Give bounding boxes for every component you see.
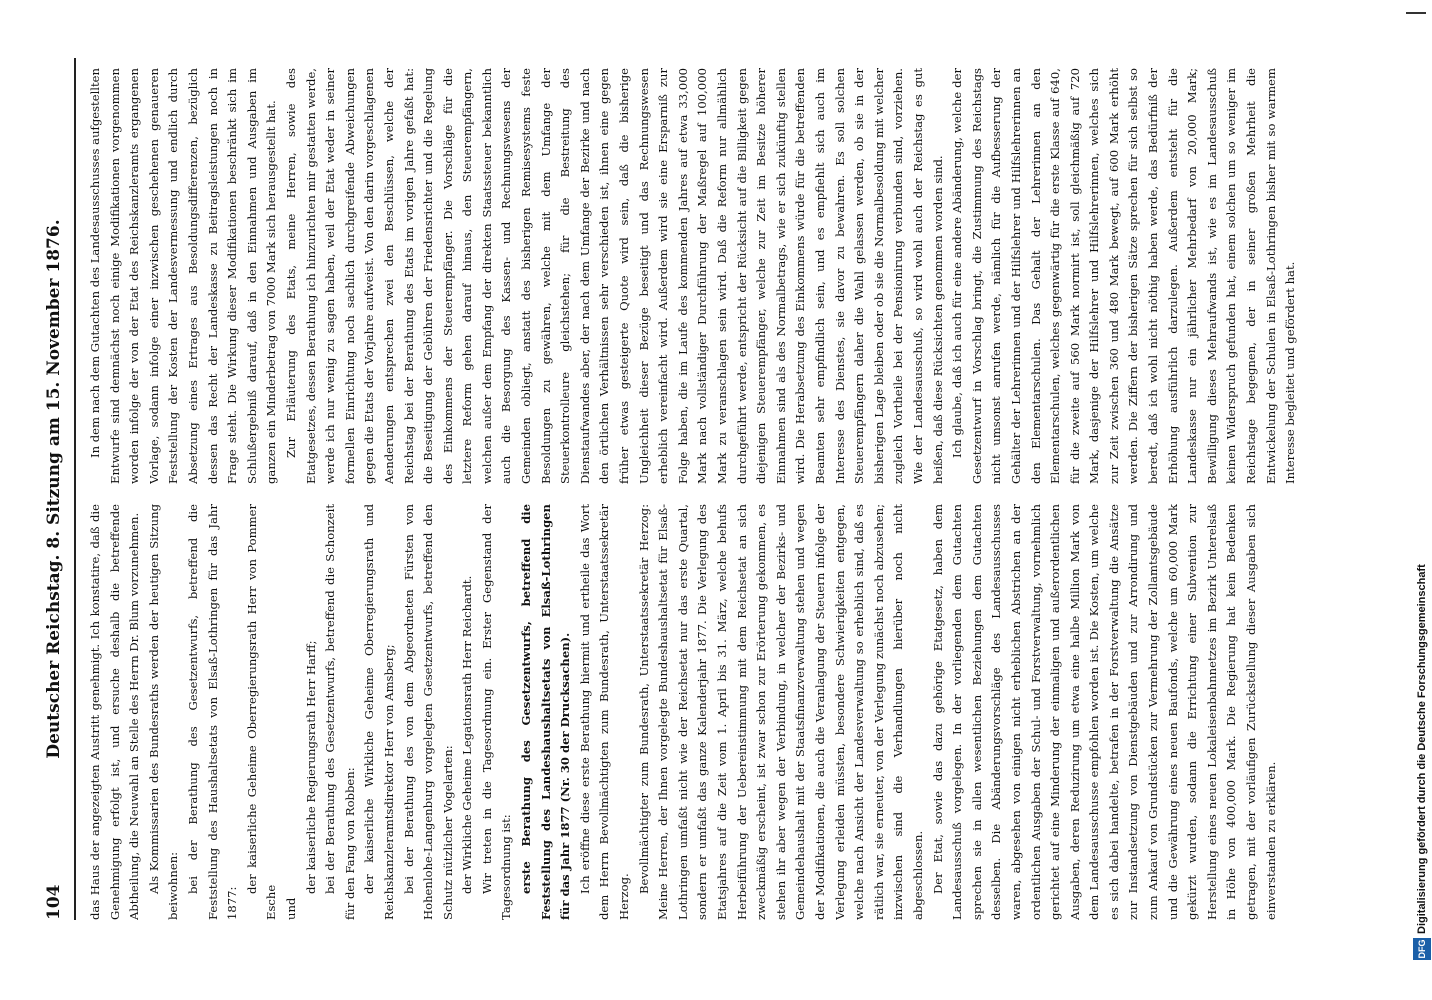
paragraph: Zur Erläuterung des Etats, meine Herren, sowie des Etatgesetzes, dessen Berathung ich hinzurichten mir gestatten werde, werde ich nur wenig zu sagen haben, weil der Etat weder in seiner formellen Einrichtung noch sachlich durchgreifende Abweichungen gegen die Etats der Vorjahre aufweist. Von den darin vorgeschlagenen Aenderungen entsprechen zwei den Beschlüssen, welche der Reichstag bei der Berathung des Etats im vorigen Jahre gefaßt hat: die Beseitigung der Gebühren der Friedensrichter und die Regelung des Einkommens der Steuerempfänger. Die Vorschläge für die letztere Reform gehen darauf hinaus, den Steuerempfängern, welchen außer dem Empfang der direkten Staatssteuer bekanntlich auch die Besorgung des Kassen- und Rechnungswesens der Gemeinden obliegt, anstatt des bisherigen Remisesystems feste Besoldungen zu gewähren, welche mit dem Umfange der Steuerkontrolleure gleichstehen; für die Bestreitung des Dienstaufwandes aber, der nach dem Umfange der Bezirke und nach den örtlichen Verhältnissen sehr verschieden ist, ihnen eine gegen früher etwas gesteigerte Quote wird sein, daß die bisherige Ungleichheit dieser Bezüge beseitigt und das Rechnungswesen erheblich vereinfacht wird. Außerdem wird sie eine Ersparniß zur Folge haben, die im Laufe des kommenden Jahres auf etwa 33,000 Mark nach vollständiger Durchführung der Maßregel auf 100,000 Mark zu veranschlagen sein wird. Daß die Reform nur allmählich durchgeführt werde, entspricht der Rücksicht auf die Billigkeit gegen diejenigen Steuerempfänger, welche zur Zeit im Besitze höherer Einnahmen sind als des Normalbetrags, wie er sich zukünftig stellen wird. Die Herabsetzung des Einkommens würde für die betreffenden Beamten sehr empfindlich sein, und es empfiehlt sich auch im Interesse des Dienstes, sie davor zu bewahren. Es soll solchen Steuerempfängern daher die Wahl gelassen werden, ob sie in der bisherigen Lage bleiben oder ob sie die Normalbesoldung mit welcher zugleich Vortheile bei der Pensionirung verbunden sind, vorziehen. Wie der Landesausschuß, so wird wohl auch der Reichstag es gut heißen, daß diese Rücksichten genommen worden sind. <box>283 68 945 484</box>
paragraph: der kaiserliche Wirkliche Geheime Oberregierungsrath und Reichskanzleramtsdirektor Herr von Amsberg; <box>362 504 396 920</box>
paragraph: Ich eröffne diese erste Berathung hiermit und ertheile das Wort dem Herrn Bevollmächtigten zum Bundesrath, Unterstaatssekretär Herzog. <box>577 504 632 920</box>
paragraph: Bevollmächtigter zum Bundesrath, Unterstaatssekretär Herzog: Meine Herren, der Ihnen vorgelegte Bundeshaushaltsetat für Elsaß-Lothringen umfaßt nicht wie der Reichsetat nur das erste Quartal, sondern er umfaßt das ganze Kalenderjahr 1877. Die Verlegung des Etatsjahres auf die Zeit vom 1. April bis 31. März, welche behufs Herbeiführung der Uebereinstimmung mit dem Reichsetat an sich zweckmäßig erscheint, ist zwar schon zur Erörterung gekommen, es stehen ihr aber wegen der Verbindung, in welcher der Bezirks- und Gemeindehaushalt mit der Staatsfinanzverwaltung stehen und wegen der Modifikationen, die auch die Veranlagung der Steuern infolge der Verlegung erleiden müssten, besondere Schwierigkeiten entgegen, welche nach Ansicht der Landesverwaltung so erheblich sind, daß es rätlich war, sie erneuter, von der Verlegung zunächst noch abzusehen; inzwischen sind die Verhandlungen hierüber noch nicht abgeschlossen. <box>636 504 925 920</box>
paragraph: Der Etat, sowie das dazu gehörige Etatgesetz, haben dem Landesausschuß vorgelegen. In der vorliegenden dem Gutachten sprechen sie in allen wesentlichen Beziehungen dem Gutachten desselben. Die Abänderungsvorschläge des Landesausschusses waren, abgesehen von einigen nicht erheblichen Abstrichen an der ordentlichen Ausgaben der Schul- und Forstverwaltung, vornehmlich gerichtet auf eine Minderung der einmaligen und außerordentlichen Ausgaben, deren Reduzirung um etwa eine halbe Million Mark von dem Landesausschusse empfohlen worden ist. Die Kosten, um welche es sich dabei handelte, betrafen in der Forstverwaltung die Ansätze zur Instandsetzung von Dienstgebäuden und zur Arrondirung und zum Ankauf von Grundstücken zur Vermehrung der Zollamtsgebäude und die Gewährung eines neuen Baufonds, welche um 60,000 Mark gekürzt wurden, sodann die Errichtung einer Subvention zur Herstellung eines neuen Lokaleisenbahnnetzes im Bezirk Unterelsaß in Höhe von 400,000 Mark. Die Regierung hat kein Bedenken getragen, mit der vorläufigen Zurückstellung dieser Ausgaben sich einverstanden zu erklären. <box>930 504 1278 920</box>
page-frame <box>18 18 1406 980</box>
scan-edge-mark <box>1406 0 1426 14</box>
paragraph: der kaiserliche Geheime Oberregierungsrath Herr von Pommer Esche <box>244 504 279 920</box>
page-number: 104 <box>44 884 64 920</box>
left-column <box>86 504 1376 920</box>
paragraph: das Haus der angezeigten Austritt genehmigt. Ich konstatire, daß die Genehmigung erfolgt ist, und ersuche deshalb die betreffende Abtheilung, die Neuwahl an Stelle des Herrn Dr. Blum vorzunehmen. <box>88 504 142 920</box>
header-rule <box>74 58 76 920</box>
paragraph: Wir treten in die Tagesordnung ein. Erster Gegenstand der Tagesordnung ist: <box>479 504 514 920</box>
paragraph: In dem nach dem Gutachten des Landesausschusses aufgestellten Entwurfe sind demnächst noch einige Modifikationen vorgenommen worden infolge der von der Etat des Reichskanzleramts ergangenen Vorlage, sodann infolge einer inzwischen geschehenen genaueren Feststellung der Kosten der Landesvermessung und endlich durch Absetzung eines Ertrages aus Besoldungsdifferenzen, bezüglich dessen das Recht der Landeskasse zu Beitragsleistungen noch in Frage steht. Die Wirkung dieser Modifikationen beschränkt sich im Schlußergebniß darauf, daß in den Einnahmen und Ausgaben im ganzen ein Minderbetrag von 7000 Mark sich herausgestellt hat. <box>88 68 279 484</box>
page-header <box>44 58 70 920</box>
digitization-sidebar <box>1410 2 1432 960</box>
paragraph: bei der Berathung des Gesetzentwurfs, betreffend die Schonzeit für den Fang von Robben: <box>323 504 357 920</box>
paragraph: erste Berathung des Gesetzentwurfs, betreffend die Feststellung des Landeshaushaltsetats von Elsaß-Lothringen für das Jahr 1877 (Nr. 30 der Drucksachen). <box>519 504 573 920</box>
page-title: Deutscher Reichstag. 8. Sitzung am 15. November 1876. <box>44 219 64 759</box>
digitization-notice: Digitalisierung gefördert durch die Deutsche Forschungsgemeinschaft <box>1416 564 1428 934</box>
paragraph: Ich glaube, daß ich auch für eine andere Abänderung, welche der Gesetzentwurf in Vorschlag bringt, die Zustimmung des Reichstags nicht umsonst anrufen werde, nämlich für die Aufbesserung der Gehälter der Lehrerinnen und der Hilfslehrer und Hilfslehrerinnen an den Elementarschulen. Das Gehalt der Lehrerinnen an den Elementarschulen, welches gegenwärtig für die erste Klasse auf 640, für die zweite auf 560 Mark normirt ist, soll gleichmäßig auf 720 Mark, dasjenige der Hilfslehrer und Hilfslehrerinnen, welches sich zur Zeit zwischen 360 und 480 Mark bewegt, auf 600 Mark erhöht werden. Die Ziffern der bisherigen Sätze sprechen für sich selbst so beredt, daß ich wohl nicht nöthig haben werde, das Bedürfniß der Erhöhung ausführlich darzulegen. Außerdem entsteht für die Landeskasse nur ein jährlicher Mehrbedarf von 20,000 Mark; Bewilligung dieses Mehraufwands ist, wie es im Landesausschuß keinen Widerspruch gefunden hat, einem solchen um so weniger im Reichstage begegnen, der in seiner großen Mehrheit die Entwickelung der Schulen in Elsaß-Lothringen bisher mit so warmem Interesse begleitet und gefördert hat. <box>950 68 1298 484</box>
document-page <box>18 18 1406 980</box>
paragraph: der Wirkliche Geheime Legationsrath Herr Reichardt. <box>460 575 475 894</box>
paragraph: Als Kommissarien des Bundesraths werden der heutigen Sitzung beiwohnen: <box>146 504 181 920</box>
dfg-logo: DFG <box>1413 938 1431 960</box>
paragraph: und <box>283 897 298 920</box>
paragraph: bei der Berathung des Gesetzentwurfs, betreffend die Feststellung des Haushaltsetats von Elsaß-Lothringen für das Jahr 1877: <box>185 504 240 920</box>
paragraph: bei der Berathung des von dem Abgeordneten Fürsten von Hohenlohe-Langenburg vorgelegten Gesetzentwurfs, betreffend den Schutz nützlicher Vogelarten: <box>401 504 455 920</box>
paragraph: der kaiserliche Regierungsrath Herr Harff; <box>303 640 318 894</box>
right-column <box>86 68 1376 484</box>
